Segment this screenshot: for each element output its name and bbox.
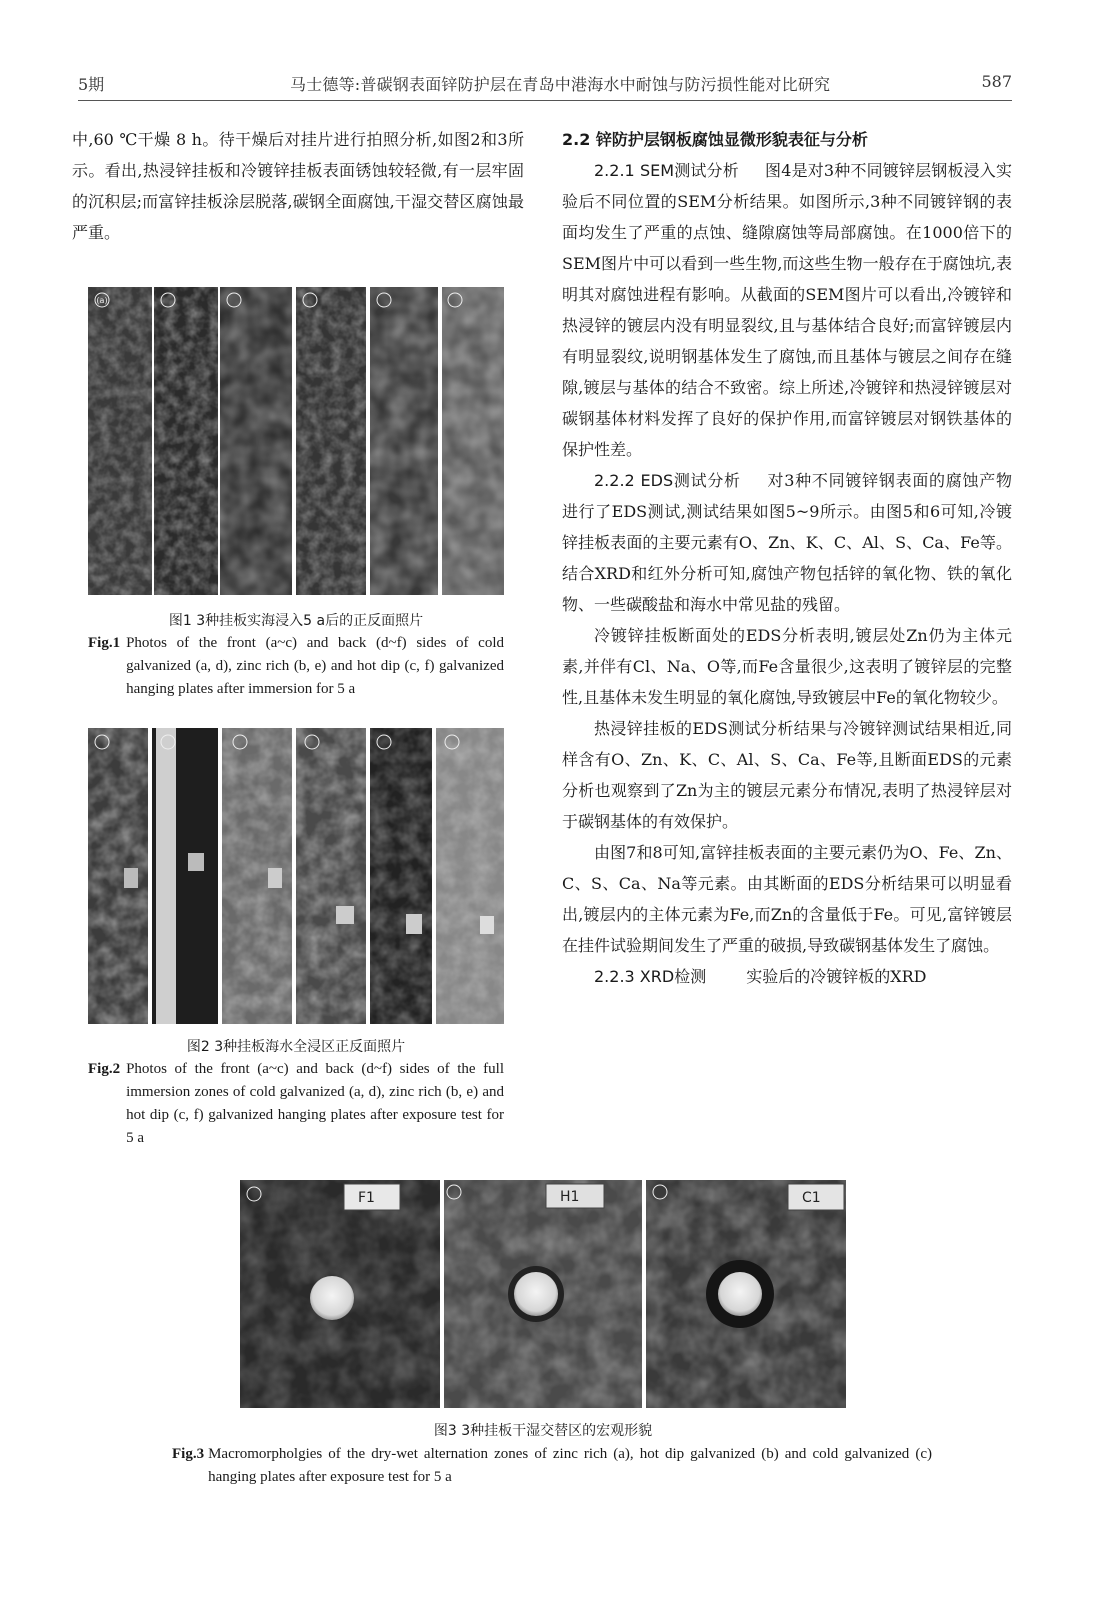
- fig3-tag-a: F1: [358, 1190, 375, 1206]
- figure-2-photos: [88, 728, 504, 1024]
- fig3-panel-b: [444, 1180, 642, 1408]
- sem-paragraph: [562, 155, 1012, 465]
- zinc-rich-paragraph: 由图7和8可知,富锌挂板表面的主要元素仍为O、Fe、Zn、C、S、Ca、Na等元素。由其断面的EDS分析结果可以明显看出,镀层内的主体元素为Fe,而Zn的含量低于Fe。可见,富锌镀层在挂件试验期间发生了严重的破损,导致碳钢基体发生了腐蚀。: [562, 843, 1012, 955]
- fig1-panel-a: [88, 287, 152, 595]
- figure-3-caption-text: Macromorpholgies of the dry-wet alternation zones of zinc rich (a), hot dip galvanized (b) and cold galvanized (c) hanging plates after exposure test for 5 a: [208, 1446, 932, 1485]
- eds-text: 对3种不同镀锌钢表面的腐蚀产物进行了EDS测试,测试结果如图5~9所示。由图5和6可知,冷镀锌挂板表面的主要元素有O、Zn、K、C、Al、S、Ca、Fe等。结合XRD和红外分析可知,腐蚀产物包括锌的氧化物、铁的氧化物、一些碳酸盐和海水中常见盐的残留。: [562, 471, 1012, 614]
- figure-2-caption-cn: 图2 3种挂板海水全浸区正反面照片: [186, 1039, 406, 1055]
- fig2-panel-f: [436, 728, 504, 1024]
- fig3-panel-a: [240, 1180, 440, 1408]
- section-title: 2.2 锌防护层钢板腐蚀显微形貌表征与分析: [562, 130, 868, 149]
- hot-dip-paragraph: 热浸锌挂板的EDS测试分析结果与冷镀锌测试结果相近,同样含有O、Zn、K、C、Al、S、Ca、Fe等,且断面EDS的元素分析也观察到了Zn为主的镀层元素分布情况,表明了热浸锌层对于碳钢基体的有效保护。: [562, 719, 1012, 831]
- running-title: 马士德等:普碳钢表面锌防护层在青岛中港海水中耐蚀与防污损性能对比研究: [290, 75, 831, 94]
- sem-text: 图4是对3种不同镀锌层钢板浸入实验后不同位置的SEM分析结果。如图所示,3种不同镀锌钢的表面均发生了严重的点蚀、缝隙腐蚀等局部腐蚀。在1000倍下的SEM图片中可以看到一些生物,而这些生物一般存在于腐蚀坑,表明其对腐蚀进程有影响。从截面的SEM图片可以看出,冷镀锌和热浸锌的镀层内没有明显裂纹,且与基体结合良好;而富锌镀层内有明显裂纹,说明钢基体发生了腐蚀,而且基体与镀层之间存在缝隙,镀层与基体的结合不致密。综上所述,冷镀锌和热浸锌镀层对碳钢基体材料发挥了良好的保护作用,而富锌镀层对钢铁基体的保护性差。: [562, 161, 1012, 459]
- fig1-panel-d: [296, 287, 366, 595]
- figure-3-photos: [240, 1180, 846, 1408]
- figure-1-caption-cn: 图1 3种挂板实海浸入5 a后的正反面照片: [168, 613, 424, 629]
- figure-1-caption-en: [88, 632, 504, 701]
- left-column: [72, 124, 524, 248]
- left-paragraph: 中,60 ℃干燥 8 h。待干燥后对挂片进行拍照分析,如图2和3所示。看出,热浸锌挂板和冷镀锌挂板表面锈蚀较轻微,有一层牢固的沉积层;而富锌挂板涂层脱落,碳钢全面腐蚀,干湿交替区腐蚀最严重。: [72, 130, 524, 242]
- fig1-panel-e: [370, 287, 438, 595]
- fig3-tag-b: H1: [560, 1189, 580, 1205]
- header-rule: [78, 100, 1012, 101]
- eds-subheading: 2.2.2 EDS测试分析: [594, 471, 741, 490]
- page-number: 587: [981, 72, 1012, 91]
- fig2-panel-b: [152, 728, 218, 1024]
- figure-3-caption-label: Fig.3: [172, 1446, 205, 1462]
- xrd-subheading: 2.2.3 XRD检测: [594, 967, 707, 986]
- fig3-panel-c: [646, 1180, 846, 1408]
- figure-1-caption-label: Fig.1: [88, 635, 121, 651]
- fig1-label-a: (a): [96, 296, 108, 305]
- fig2-panel-a: [88, 728, 148, 1024]
- figure-2-caption-text: Photos of the front (a~c) and back (d~f) sides of the full immersion zones of cold galvanized (a, d), zinc rich (b, e) and hot dip (c, f) galvanized hanging plates after exposure test for 5 a: [126, 1061, 504, 1146]
- figure-1-photos: [88, 287, 504, 595]
- figure-2-caption-label: Fig.2: [88, 1061, 121, 1077]
- eds-paragraph: [562, 465, 1012, 620]
- figure-2-caption-en: [88, 1058, 504, 1150]
- fig2-panel-c: [222, 728, 292, 1024]
- figure-1-caption-text: Photos of the front (a~c) and back (d~f) sides of cold galvanized (a, d), zinc rich (b, e) and hot dip (c, f) galvanized hanging plates after immersion for 5 a: [126, 635, 504, 697]
- sem-subheading: 2.2.1 SEM测试分析: [594, 161, 739, 180]
- xrd-text: 实验后的冷镀锌板的XRD: [746, 967, 927, 986]
- xrd-paragraph: [562, 961, 1012, 992]
- cold-galvanized-paragraph: 冷镀锌挂板断面处的EDS分析表明,镀层处Zn仍为主体元素,并伴有Cl、Na、O等,而Fe含量很少,这表明了镀锌层的完整性,且基体未发生明显的氧化腐蚀,导致镀层中Fe的氧化物较少。: [562, 626, 1012, 707]
- running-header: [78, 72, 1012, 98]
- fig1-panel-f: [442, 287, 504, 595]
- fig1-panel-b: [154, 287, 218, 595]
- right-column: [562, 124, 1012, 992]
- fig1-panel-c: [220, 287, 292, 595]
- fig2-panel-e: [370, 728, 432, 1024]
- fig3-tag-c: C1: [802, 1190, 821, 1206]
- figure-3-caption-cn: 图3 3种挂板干湿交替区的宏观形貌: [433, 1423, 653, 1439]
- figure-3-caption-en: [172, 1443, 932, 1489]
- fig2-panel-d: [296, 728, 366, 1024]
- issue-number: 5期: [78, 75, 105, 94]
